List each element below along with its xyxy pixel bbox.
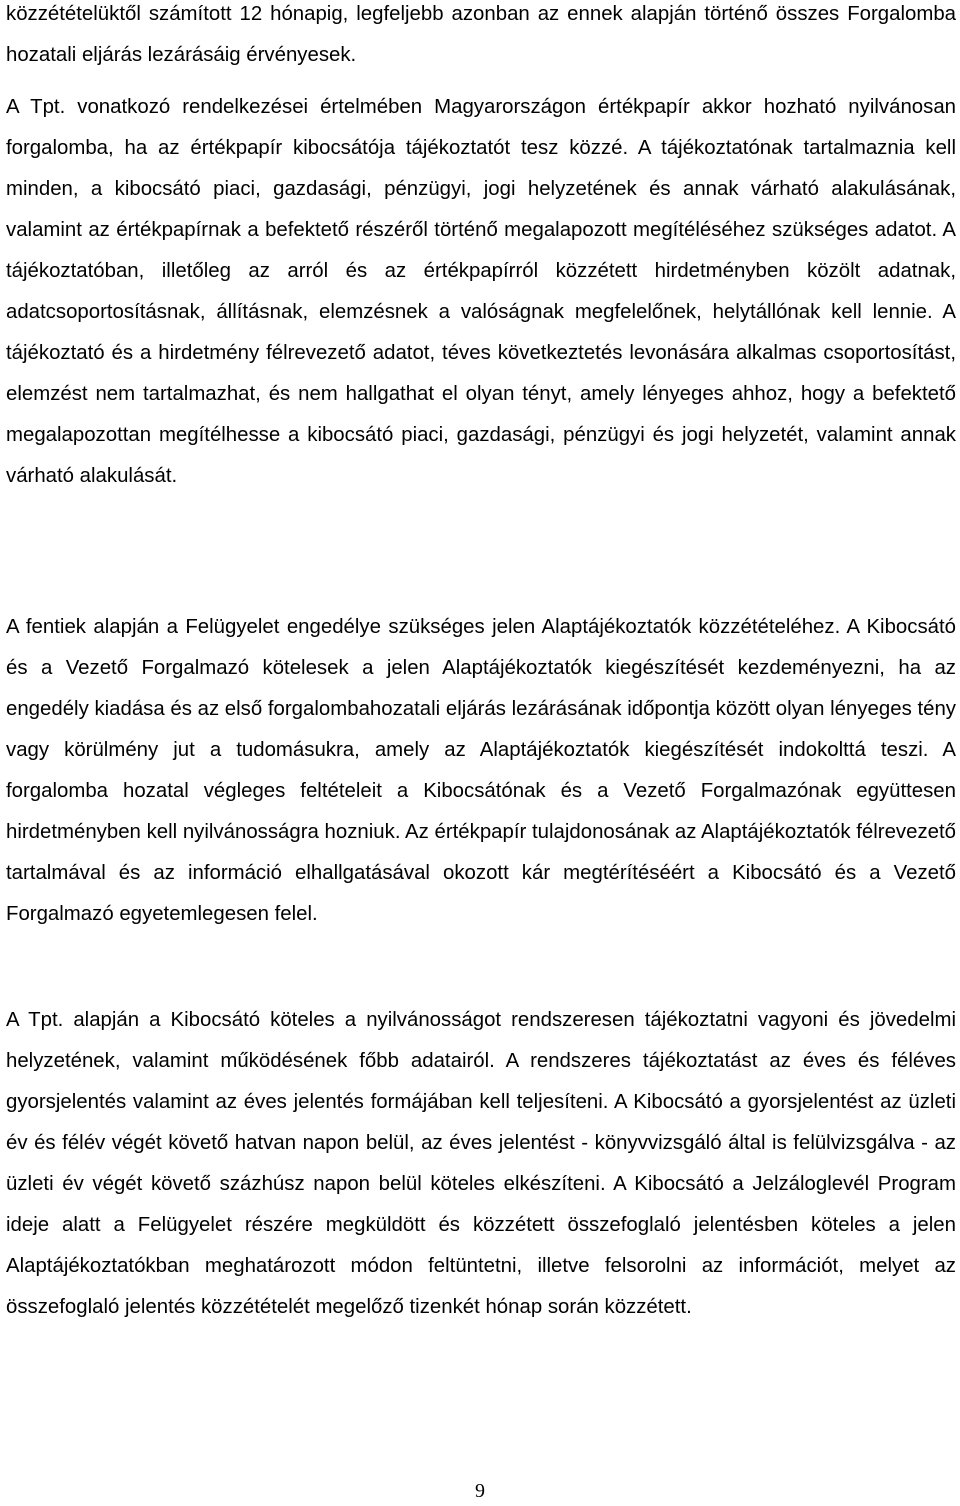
paragraph-text: A Tpt. alapján a Kibocsátó köteles a nyilvánosságot rendszeresen tájékoztatni vagyoni és jövedelmi helyzetének, valamint működésének főbb adatairól. A rendszeres tájékoztatást az éves és féléves gyorsjelentés valamint az éves jelentés formájában kell teljesíteni. A Kibocsátó a gyorsjelentést az üzleti év és félév végét követő hatvan napon belül, az éves jelentést - könyvvizsgáló által is felülvizsgálva - az üzleti év végét követő százhúsz napon belül köteles elkészíteni. A Kibocsátó a Jelzáloglevél Program ideje alatt a Felügyelet részére megküldött és közzétett összefoglaló jelentésben köteles a jelen Alaptájékoztatókban meghatározott módon feltüntetni, illetve felsorolni az információt, melyet az összefoglaló jelentés közzétételét megelőző tizenkét hónap során közzétett. <box>6 1009 956 1318</box>
paragraph-text: A fentiek alapján a Felügyelet engedélye szükséges jelen Alaptájékoztatók közzétételéhez. A Kibocsátó és a Vezető Forgalmazó kötelesek a jelen Alaptájékoztatók kiegészítését kezdeményezni, ha az engedély kiadása és az első forgalombahozatali eljárás lezárásának időpontja között olyan lényeges tény vagy körülmény jut a tudomásukra, amely az Alaptájékoztatók kiegészítését indokolttá teszi. A forgalomba hozatal végleges feltételeit a Kibocsátónak és a Vezető Forgalmazónak együttesen hirdetményben kell nyilvánosságra hozniuk. Az értékpapír tulajdonosának az Alaptájékoztatók félrevezető tartalmával és az információ elhallgatásával okozott kár megtérítéséért a Kibocsátó és a Vezető Forgalmazó egyetemlegesen felel. <box>6 616 956 925</box>
page-number: 9 <box>475 1480 485 1502</box>
paragraph-text: közzétételüktől számított 12 hónapig, legfeljebb azonban az ennek alapján történő összes Forgalomba hozatali eljárás lezárásáig érvényesek. <box>6 3 956 66</box>
paragraph-validity <box>6 0 956 76</box>
paragraph-text: A Tpt. vonatkozó rendelkezései értelmében Magyarországon értékpapír akkor hozható nyilvánosan forgalomba, ha az értékpapír kibocsátója tájékoztatót tesz közzé. A tájékoztatónak tartalmaznia kell minden, a kibocsátó piaci, gazdasági, pénzügyi, jogi helyzetének és annak várható alakulásának, valamint az értékpapírnak a befektető részéről történő megalapozott megítéléséhez szükséges adatot. A tájékoztatóban, illetőleg az arról és az értékpapírról közzétett hirdetményben közölt adatnak, adatcsoportosításnak, állításnak, elemzésnek a valóságnak megfelelőnek, helytállónak kell lennie. A tájékoztató és a hirdetmény félrevezető adatot, téves következtetés levonására alkalmas csoportosítást, elemzést nem tartalmazhat, és nem hallgathat el olyan tényt, amely lényeges ahhoz, hogy a befektető megalapozottan megítélhesse a kibocsátó piaci, gazdasági, pénzügyi és jogi helyzetét, valamint annak várható alakulását. <box>6 96 956 487</box>
paragraph-tpt-prospectus <box>6 87 956 497</box>
paragraph-regular-disclosure <box>6 1000 956 1328</box>
paragraph-supervisory-approval <box>6 607 956 935</box>
